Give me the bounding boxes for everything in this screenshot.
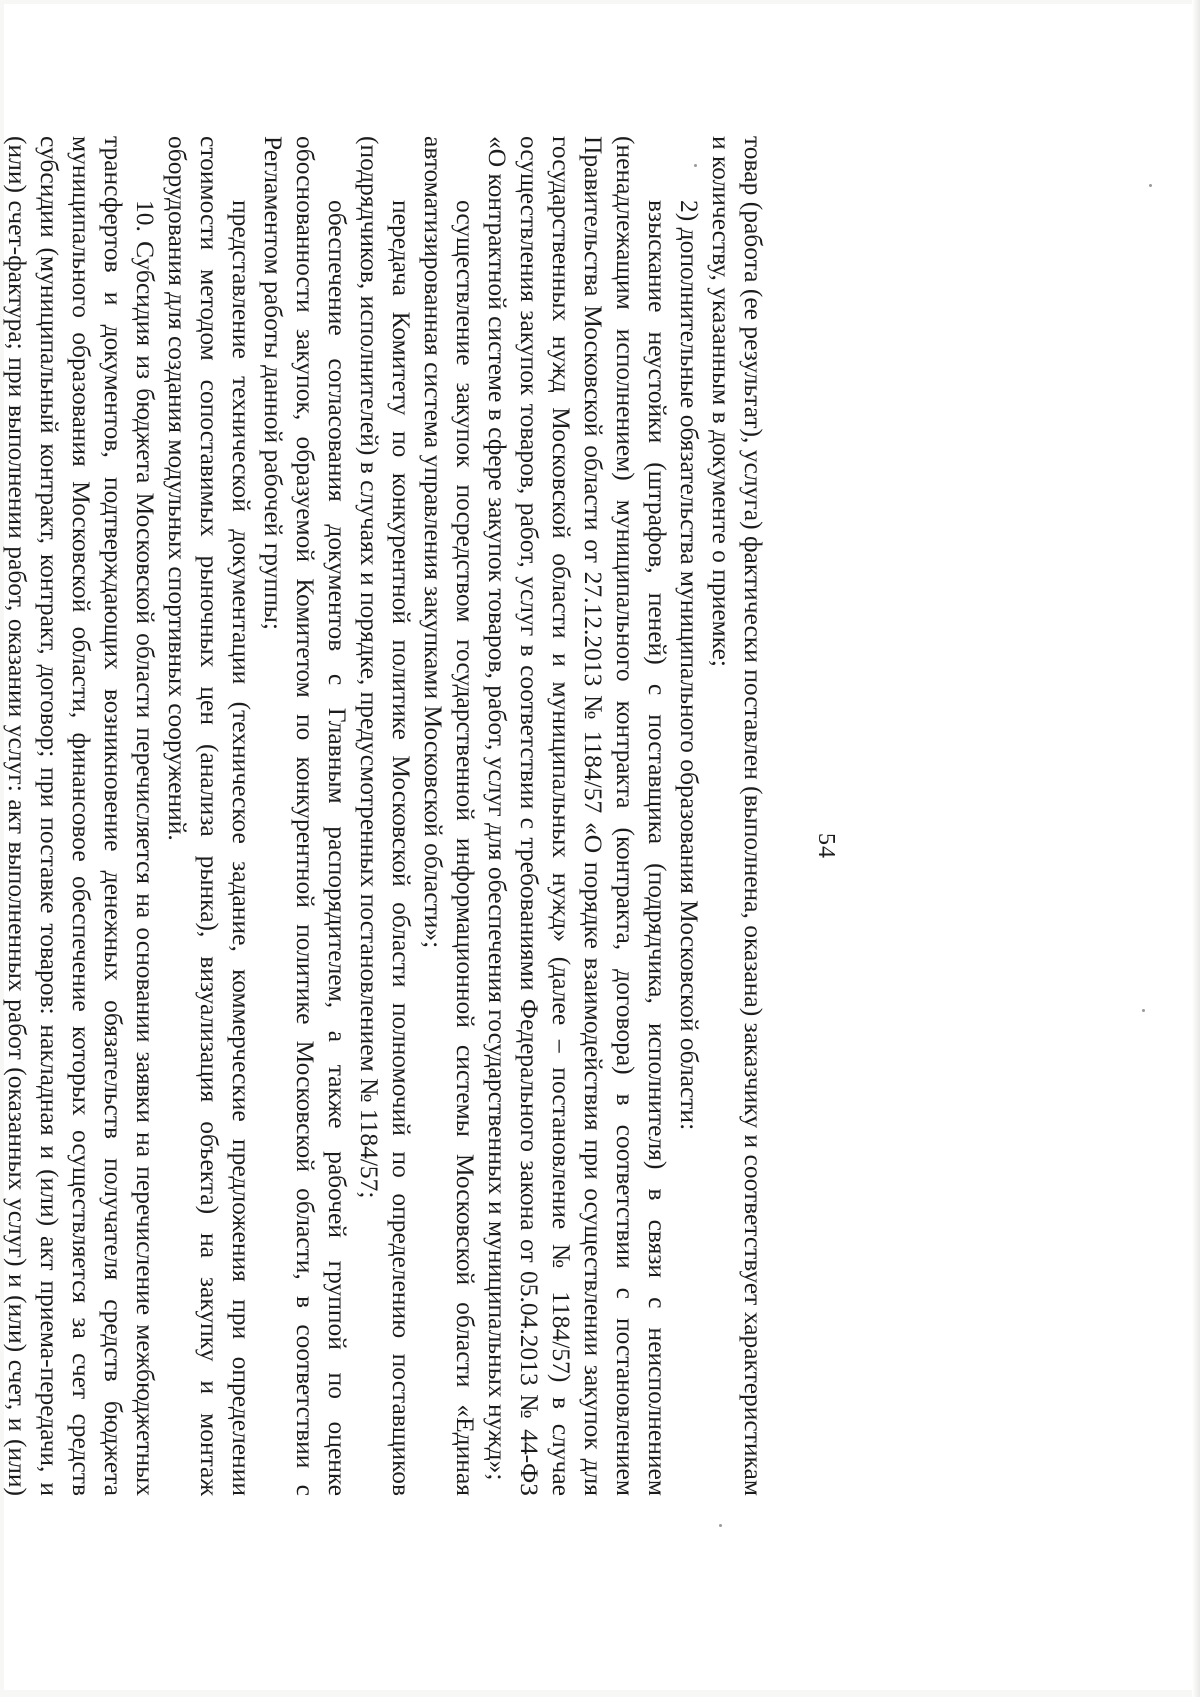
paragraph-document-approval: обеспечение согласования документов с Главным распорядителем, а также рабочей группой по оценке обоснованности закупок, образуемой Комитетом по конкурентной политике Московской области, в соответствии с Регламентом работы данной рабочей группы; — [259, 136, 352, 1496]
body-text — [0, 136, 769, 1496]
paragraph-continuation: товар (работа (ее результат), услуга) фактически поставлен (выполнена, оказана) заказчику и соответствует характеристикам и количеству, указанным в документе о приемке; — [707, 136, 768, 1496]
rotated-content — [3, 96, 1124, 1596]
paper-sheet — [4, 4, 1194, 1690]
paragraph-committee-powers: передача Комитету по конкурентной политике Московской области полномочий по определению поставщиков (подрядчиков, исполнителей) в случаях и порядке, предусмотренных постановлением № 1184/57; — [355, 136, 416, 1496]
page-number: 54 — [813, 833, 839, 859]
scan-speck — [1142, 1009, 1145, 1012]
paragraph-procurement-system: осуществление закупок посредством государственной информационной системы Московской области «Единая автоматизированная система управления закупками Московской области»; — [419, 136, 480, 1496]
paragraph-additional-obligations: 2) дополнительные обязательства муниципального образования Московской области: — [675, 200, 704, 1131]
scan-speck — [1149, 184, 1152, 187]
scan-speck — [694, 164, 697, 167]
paragraph-technical-documentation: представление технической документации (техническое задание, коммерческие предложения при определении стоимости методом сопоставимых рыночных цен (анализа рынка), визуализация объекта) на закупку и монтаж оборудования для создания модульных спортивных сооружений. — [163, 136, 256, 1496]
paragraph-penalties: взыскание неустойки (штрафов, пеней) с поставщика (подрядчика, исполнителя) в связи с неисполнением (ненадлежащим исполнением) муниципального контракта (контракта, договора) в соответствии с постановлением Правительства Московской области от 27.12.2013 № 1184/57 «О порядке взаимодействия при осуществлении закупок для государственных нужд Московской области и муниципальных нужд» (далее – постановление № 1184/57) в случае осуществления закупок товаров, работ, услуг в соответствии с требованиями Федерального закона от 05.04.2013 № 44-ФЗ «О контрактной системе в сфере закупок товаров, работ, услуг для обеспечения государственных и муниципальных нужд»; — [483, 136, 672, 1496]
scan-speck — [719, 1524, 722, 1527]
scan-edge-shadow — [1192, 0, 1200, 1697]
paragraph-subsidy-transfer: 10. Субсидия из бюджета Московской области перечисляется на основании заявки на перечисление межбюджетных трансфертов и документов, подтверждающих возникновение денежных обязательств получателя средств бюджета муниципального образования Московской области, финансовое обеспечение которых осуществляется за счет средств субсидии (муниципальный контракт, контракт, договор; при поставке товаров: накладная и (или) акт приема-передачи, и (или) счет-фактура; при выполнении работ, оказании услуг: акт выполненных работ (оказанных услуг) и (или) счет, и (или) — [3, 136, 160, 1496]
